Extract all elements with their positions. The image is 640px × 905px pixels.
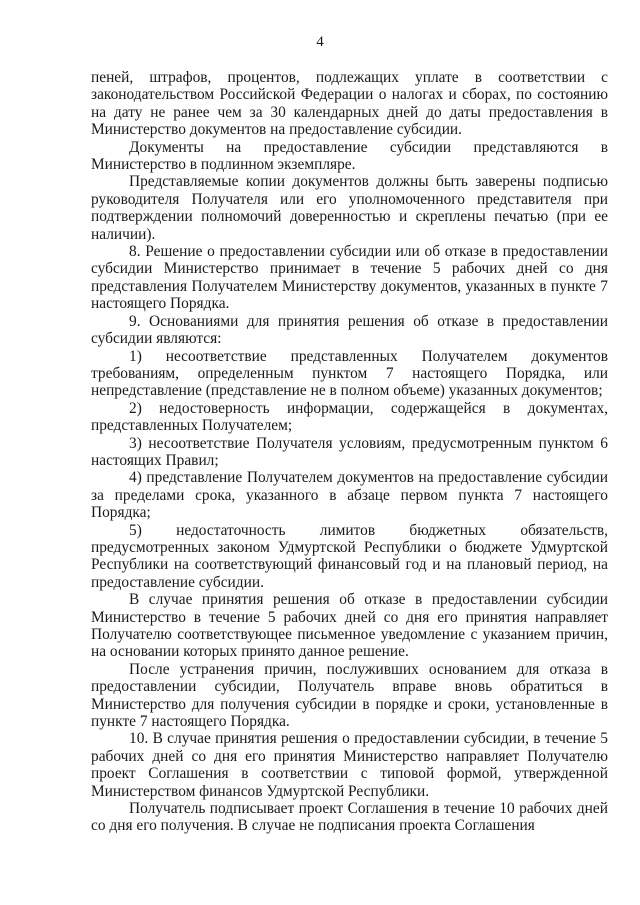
paragraph-reapplication: После устранения причин, послуживших основанием для отказа в предоставлении субсидии, Получатель вправе вновь обратиться в Министерство для получения субсидии в порядке и сроки, установленные в пункте 7 настоящего Порядка. [91, 660, 608, 731]
paragraph-agreement-signing: Получатель подписывает проект Соглашения в течение 10 рабочих дней со дня его получения. В случае не подписания проекта Соглашения [91, 800, 608, 835]
paragraph-original-documents: Документы на предоставление субсидии представляются в Министерство в подлинном экземпляре. [91, 138, 608, 174]
paragraph-reason-5: 5) недостаточность лимитов бюджетных обязательств, предусмотренных законом Удмуртской Республики о бюджете Удмуртской Республики на соответствующий финансовый год и на плановый период, на предоставление субсидии. [91, 521, 608, 591]
document-body [91, 69, 608, 835]
paragraph-reason-4: 4) представление Получателем документов на предоставление субсидии за пределами срока, указанного в абзаце первом пункта 7 настоящего Порядка; [91, 469, 608, 522]
paragraph-reason-3: 3) несоответствие Получателя условиям, предусмотренным пунктом 6 настоящих Правил; [91, 434, 608, 469]
paragraph-reason-2: 2) недостоверность информации, содержащейся в документах, представленных Получателем; [91, 399, 608, 435]
paragraph-refusal-notice: В случае принятия решения об отказе в предоставлении субсидии Министерство в течение 5 рабочих дней со дня его принятия направляет Получателю соответствующее письменное уведомление с указанием причин, на основании которых принято данное решение. [91, 591, 608, 661]
paragraph-item-9: 9. Основаниями для принятия решения об отказе в предоставлении субсидии являются: [91, 312, 608, 348]
page-number: 4 [316, 34, 324, 50]
paragraph-item-10: 10. В случае принятия решения о предоставлении субсидии, в течение 5 рабочих дней со дня его принятия Министерство направляет Получателю проект Соглашения в соответствии с типовой формой, утвержденной Министерством финансов Удмуртской Республики. [91, 730, 608, 800]
paragraph-continuation: пеней, штрафов, процентов, подлежащих уплате в соответствии с законодательством Российской Федерации о налогах и сборах, по состоянию на дату не ранее чем за 30 календарных дней до даты предоставления в Министерство документов на предоставление субсидии. [91, 69, 608, 139]
paragraph-item-8: 8. Решение о предоставлении субсидии или об отказе в предоставлении субсидии Министерство принимает в течение 5 рабочих дней со дня представления Получателем Министерству документов, указанных в пункте 7 настоящего Порядка. [91, 243, 608, 313]
paragraph-reason-1: 1) несоответствие представленных Получателем документов требованиям, определенным пунктом 7 настоящего Порядка, или непредставление (представление не в полном объеме) указанных документов; [91, 347, 608, 400]
paragraph-document-copies: Представляемые копии документов должны быть заверены подписью руководителя Получателя или его уполномоченного представителя при подтверждении полномочий доверенностью и скреплены печатью (при ее наличии). [91, 173, 608, 243]
